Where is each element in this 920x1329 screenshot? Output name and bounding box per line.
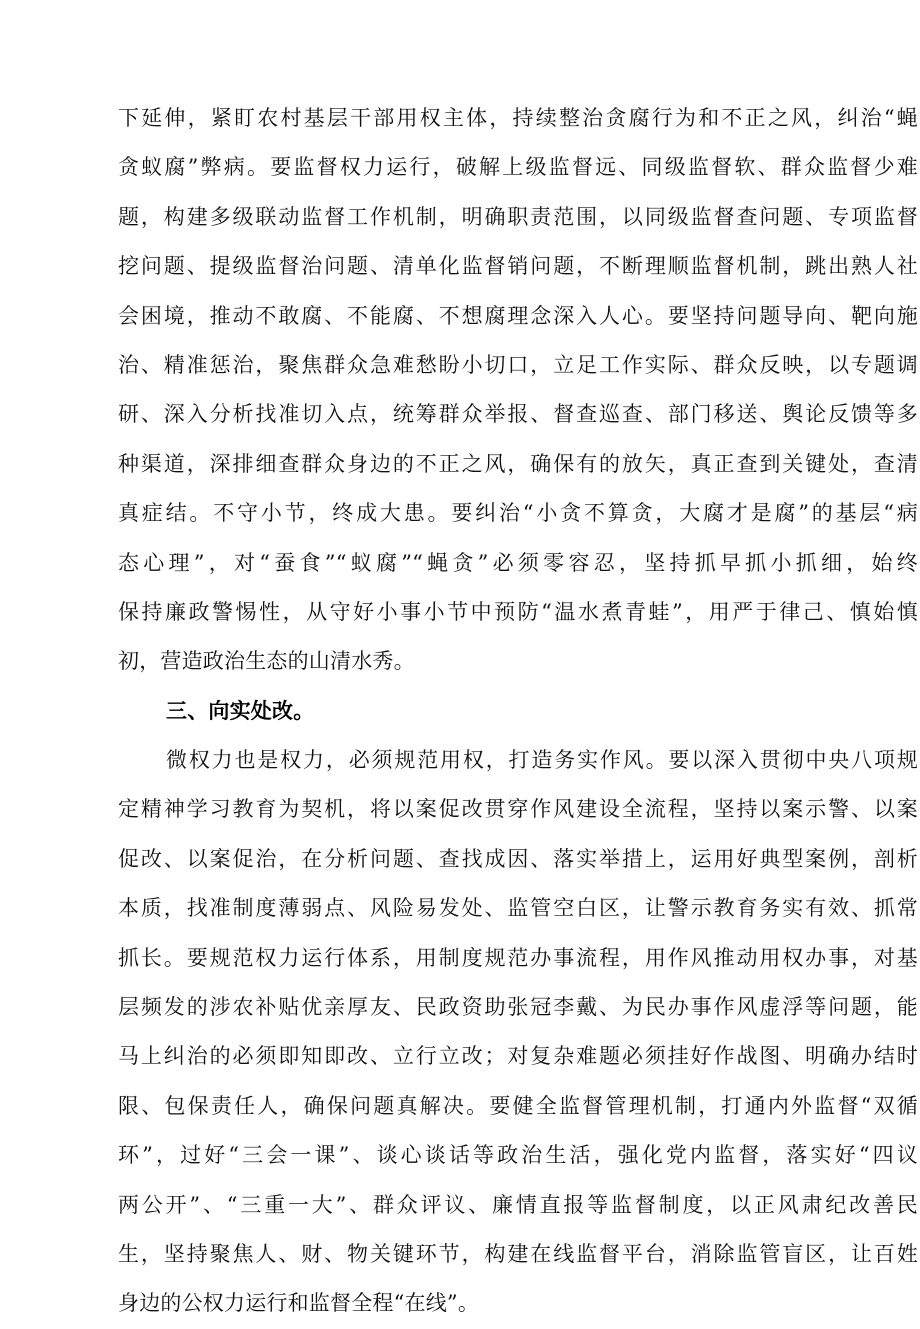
paragraph-line: 微权力也是权力，必须规范用权，打造务实作风。要以深入贯彻中央八项规	[166, 748, 918, 773]
paragraph-line: 题，构建多级联动监督工作机制，明确职责范围，以同级监督查问题、专项监督	[118, 204, 918, 229]
paragraph-line: 促改、以案促治，在分析问题、查找成因、落实举措上，运用好典型案例，剖析	[118, 846, 918, 871]
paragraph-line: 初，营造政治生态的山清水秀。	[118, 649, 415, 674]
paragraph-line: 环”，过好“三会一课”、谈心谈话等政治生活，强化党内监督，落实好“四议	[118, 1143, 918, 1168]
paragraph-line: 下延伸，紧盯农村基层干部用权主体，持续整治贪腐行为和不正之风，纠治“蝇	[118, 106, 918, 130]
paragraph-line: 身边的公权力运行和监督全程“在线”。	[118, 1291, 480, 1316]
paragraph-line: 生，坚持聚焦人、财、物关键环节，构建在线监督平台，消除监管盲区，让百姓	[118, 1241, 918, 1266]
paragraph-line: 研、深入分析找准切入点，统筹群众举报、督查巡查、部门移送、舆论反馈等多	[118, 402, 918, 427]
paragraph-line: 治、精准惩治，聚焦群众急难愁盼小切口，立足工作实际、群众反映，以专题调	[118, 352, 918, 377]
section-heading: 三、向实处改。	[166, 698, 315, 723]
paragraph-line: 种渠道，深排细查群众身边的不正之风，确保有的放矢，真正查到关键处，查清	[118, 451, 918, 476]
document-body	[118, 94, 918, 1329]
paragraph-line: 态心理”，对“蚕食”“蚁腐”“蝇贪”必须零容忍，坚持抓早抓小抓细，始终	[118, 550, 918, 575]
paragraph-1	[118, 94, 918, 687]
paragraph-line: 保持廉政警惕性，从守好小事小节中预防“温水煮青蛙”，用严于律己、慎始慎	[118, 599, 918, 624]
paragraph-line: 贪蚁腐”弊病。要监督权力运行，破解上级监督远、同级监督软、群众监督少难	[118, 155, 918, 180]
paragraph-line: 定精神学习教育为契机，将以案促改贯穿作风建设全流程，坚持以案示警、以案	[118, 797, 918, 822]
paragraph-line: 马上纠治的必须即知即改、立行立改；对复杂难题必须挂好作战图、明确办结时	[118, 1044, 918, 1069]
paragraph-line: 会困境，推动不敢腐、不能腐、不想腐理念深入人心。要坚持问题导向、靶向施	[118, 303, 918, 328]
paragraph-line: 层频发的涉农补贴优亲厚友、民政资助张冠李戴、为民办事作风虚浮等问题，能	[118, 995, 918, 1020]
paragraph-line: 抓长。要规范权力运行体系，用制度规范办事流程，用作风推动用权办事，对基	[118, 945, 918, 970]
paragraph-2	[118, 736, 918, 1329]
paragraph-line: 限、包保责任人，确保问题真解决。要健全监督管理机制，打通内外监督“双循	[118, 1093, 918, 1118]
paragraph-line: 本质，找准制度薄弱点、风险易发处、监管空白区，让警示教育务实有效、抓常	[118, 896, 918, 921]
paragraph-line: 真症结。不守小节，终成大患。要纠治“小贪不算贪，大腐才是腐”的基层“病	[118, 501, 918, 526]
paragraph-line: 挖问题、提级监督治问题、清单化监督销问题，不断理顺监督机制，跳出熟人社	[118, 254, 918, 279]
paragraph-line: 两公开”、“三重一大”、群众评议、廉情直报等监督制度，以正风肃纪改善民	[118, 1192, 918, 1217]
